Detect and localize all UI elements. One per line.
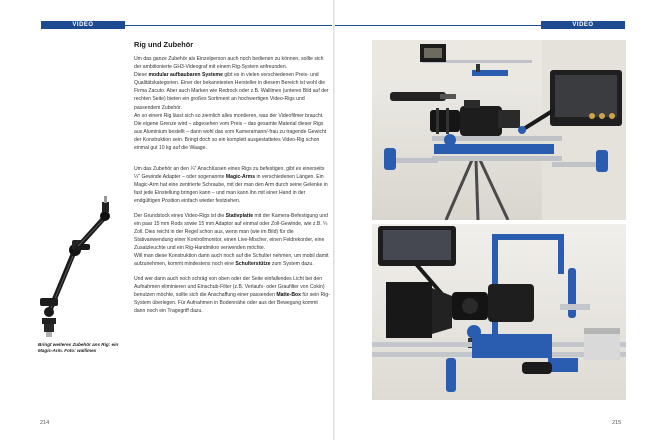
paragraph-magic-arm: Um das Zubehör an den ¼" Anschlüssen eines Rigs zu befestigen, gibt es einerseits ¼" Gewinde Adapter – oder sogenannte Magic-Arms in verschiedenen Längen. Ein Magic-Arm hat eine zentrierte Schraube, mit der man den Arm durch seine Gelenke in fast jede Einstellung bringen kann – und man kann ihn mit einer Hand in der endgültigen Position einfach wieder festziehen.	[134, 165, 328, 204]
page-gutter	[333, 0, 335, 440]
header-rule-left	[125, 25, 332, 26]
magic-arm-photo	[34, 190, 118, 340]
bold-term: Schulterstütze	[235, 261, 271, 268]
rig-photo-top	[372, 40, 626, 220]
photo-caption: Bringt weiteres Zubehör ans Rig: ein Magic-Arm. Foto: wallimex	[38, 342, 119, 354]
section-tab-right: VIDEO	[541, 21, 625, 29]
bold-term: Magic-Arms	[225, 173, 256, 180]
header-rule-right	[335, 25, 541, 26]
article-text	[134, 40, 330, 322]
bold-term: modular aufbaubaren Systeme	[148, 72, 223, 79]
rig-photo-bottom	[372, 224, 626, 400]
article-title: Rig und Zubehör	[134, 40, 194, 49]
paragraph-base-plate: Der Grundstock eines Video-Rigs ist die Stativplatte mit der Kamera-Befestigung und ein paar 15 mm Rods sowie 15 mm Adaptor auf einmal oder Zoll-Gewinde, wie z.B. ¼ Zoll. Dies reicht in der Regel schon aus, wenn man (wie im Bild) für die Stativanwendung einer Kontrollmonitor, einen Live-Mischer, einen Feldrekorder, eine Zusatzleuchte und ein Rig-Handmikro verwenden möchte. Will man diese Konstruktion dann auch noch auf die Schulter nehmen, um mobil damit aufzunehmen, kommt mindestens noch eine Schulterstütze zum System dazu.	[134, 212, 329, 268]
bold-term: Matte-Box	[276, 291, 301, 298]
section-tab-left: VIDEO	[41, 21, 125, 29]
page-number-right: 215	[612, 420, 622, 426]
page-number-left: 214	[40, 420, 50, 426]
paragraph-matte-box: Und wer dann auch noch schräg von oben oder der Seite einfallendes Licht bei den Aufnahmen eliminieren und Einschub-Filter (z.B. Verlaufs- oder Graufilter von Cokin) benutzen möchte, sollte sich die Anschaffung einer passenden Matte-Box für sein Rig-System überlegen. Für Aufnahmen in Bodennähe oder aus der Bewegung kommt dann noch ein Tragegriff dazu.	[134, 275, 330, 315]
bold-term: Stativplatte	[225, 212, 254, 219]
paragraph-1: Um das ganze Zubehör als Einzelperson auch noch bedienen zu können, sollte sich der ambitionierte GH3-Videograf mit einem Rig-System anfreunden. Diese modular aufbaubaren Systeme gibt es in vielen verschiedenen Preis- und Qualitätskategorien. Einer der bekanntesten Hersteller in diesem Bereich ist wohl die Firma Zacuto. Aber auch Marken wie Redrock oder z.B. Wallimex (unteres Bild auf der rechten Seite) bieten ein großes Sortiment an hochwertigen Video-Rigs und passendem Zubehör. An so einem Rig lässt sich so ziemlich alles montieren, was der Videofilmer braucht. Die eigene Grenze wird – abgesehen vom Preis – das gesamte Material dieser Rigs aus Aluminium bestellt – dann wohl das vom Kameramann/-frau zu tragende Gewicht der Konstruktion sein. Bringt doch so ein komplett ausgestattetes Video-Rig schon einmal gut 10 kg auf die Waage.	[134, 56, 329, 152]
